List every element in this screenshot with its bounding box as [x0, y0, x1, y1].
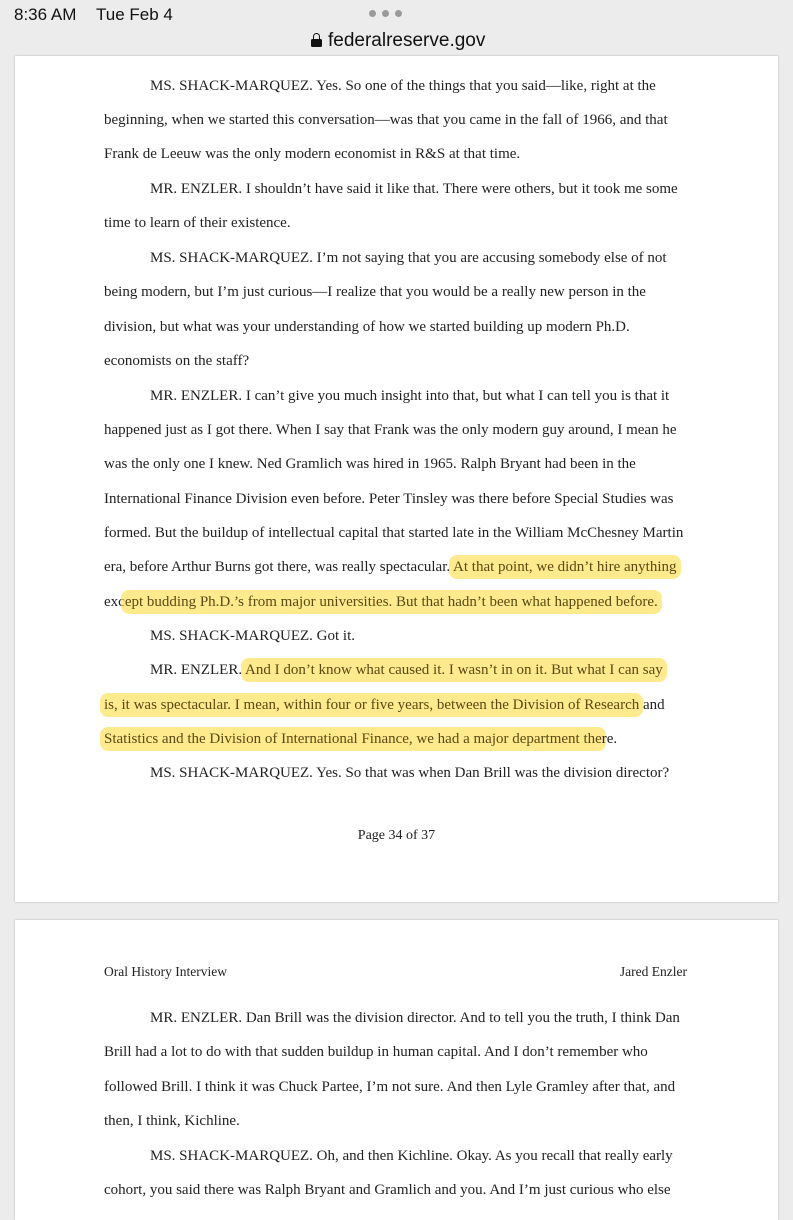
- text-span: MR. ENZLER.: [150, 662, 246, 678]
- text-line: [104, 696, 665, 714]
- multitasking-dots-icon[interactable]: [369, 10, 409, 18]
- lock-icon: [311, 33, 322, 47]
- text-line: Frank de Leeuw was the only modern economist in R&S at that time.: [104, 146, 521, 162]
- text-line: happened just as I got there. When I say that Frank was the only modern guy around, I mean he: [104, 422, 677, 438]
- highlighted-text: And I don’t know what caused it. I wasn’t in on it. But what I can say: [245, 662, 663, 678]
- page-header-author: Jared Enzler: [619, 964, 687, 979]
- highlighted-text: Statistics and the Division of International Finance, we had a major department the: [104, 731, 602, 747]
- text-span: re.: [601, 731, 618, 747]
- document-page-34: [15, 56, 778, 902]
- highlighted-text: is, it was spectacular. I mean, within four or five years, between the Division of Research: [104, 697, 640, 713]
- text-line: MR. ENZLER. I can’t give you much insight into that, but what I can tell you is that it: [150, 388, 670, 404]
- text-line: MR. ENZLER. Dan Brill was the division director. And to tell you the truth, I think Dan: [150, 1010, 680, 1026]
- text-span: and: [639, 697, 665, 713]
- text-line: [104, 593, 658, 611]
- text-line: beginning, when we started this conversation—was that you came in the fall of 1966, and that: [104, 112, 668, 128]
- text-line: followed Brill. I think it was Chuck Partee, I’m not sure. And then Lyle Gramley after that, and: [104, 1079, 676, 1095]
- text-line: International Finance Division even before. Peter Tinsley was there before Special Studies was: [104, 491, 674, 507]
- text-line: economists on the staff?: [104, 353, 250, 369]
- text-line: formed. But the buildup of intellectual capital that started late in the William McChesney Martin: [104, 525, 684, 541]
- text-line: being modern, but I’m just curious—I realize that you would be a really new person in the: [104, 284, 646, 300]
- highlighted-text: At that point, we didn’t hire anything: [453, 559, 677, 575]
- text-line: [104, 558, 677, 576]
- status-time: 8:36 AM: [14, 5, 77, 24]
- document-page-35: [15, 920, 778, 1220]
- url-bar[interactable]: [0, 28, 793, 56]
- status-date: Tue Feb 4: [96, 5, 173, 24]
- text-line: MS. SHACK-MARQUEZ. I’m not saying that you are accusing somebody else of not: [150, 250, 667, 266]
- text-line: MS. SHACK-MARQUEZ. Yes. So that was when Dan Brill was the division director?: [150, 765, 670, 781]
- page-number: Page 34 of 37: [357, 828, 436, 843]
- text-line: [150, 661, 663, 679]
- text-line: Brill had a lot to do with that sudden buildup in human capital. And I don’t remember who: [104, 1044, 648, 1060]
- text-line: time to learn of their existence.: [104, 215, 291, 231]
- text-span: exc: [104, 594, 125, 610]
- highlighted-text: ept budding Ph.D.’s from major universities. But that hadn’t been what happened before.: [124, 594, 658, 610]
- page-header-title: Oral History Interview: [104, 964, 227, 979]
- text-line: MS. SHACK-MARQUEZ. Oh, and then Kichline. Okay. As you recall that really early: [150, 1148, 673, 1164]
- text-line: cohort, you said there was Ralph Bryant and Gramlich and you. And I’m just curious who else: [104, 1182, 671, 1198]
- text-line: was the only one I knew. Ned Gramlich was hired in 1965. Ralph Bryant had been in the: [104, 456, 636, 472]
- text-span: era, before Arthur Burns got there, was really spectacular.: [104, 559, 454, 575]
- text-line: [104, 730, 617, 748]
- text-line: MS. SHACK-MARQUEZ. Yes. So one of the things that you said—like, right at the: [150, 78, 656, 94]
- text-line: MR. ENZLER. I shouldn’t have said it like that. There were others, but it took me some: [150, 181, 678, 197]
- url-domain[interactable]: federalreserve.gov: [328, 30, 486, 51]
- status-bar: [0, 0, 793, 28]
- text-line: MS. SHACK-MARQUEZ. Got it.: [150, 628, 356, 644]
- text-line: then, I think, Kichline.: [104, 1113, 240, 1129]
- text-line: division, but what was your understanding of how we started building up modern Ph.D.: [104, 319, 630, 335]
